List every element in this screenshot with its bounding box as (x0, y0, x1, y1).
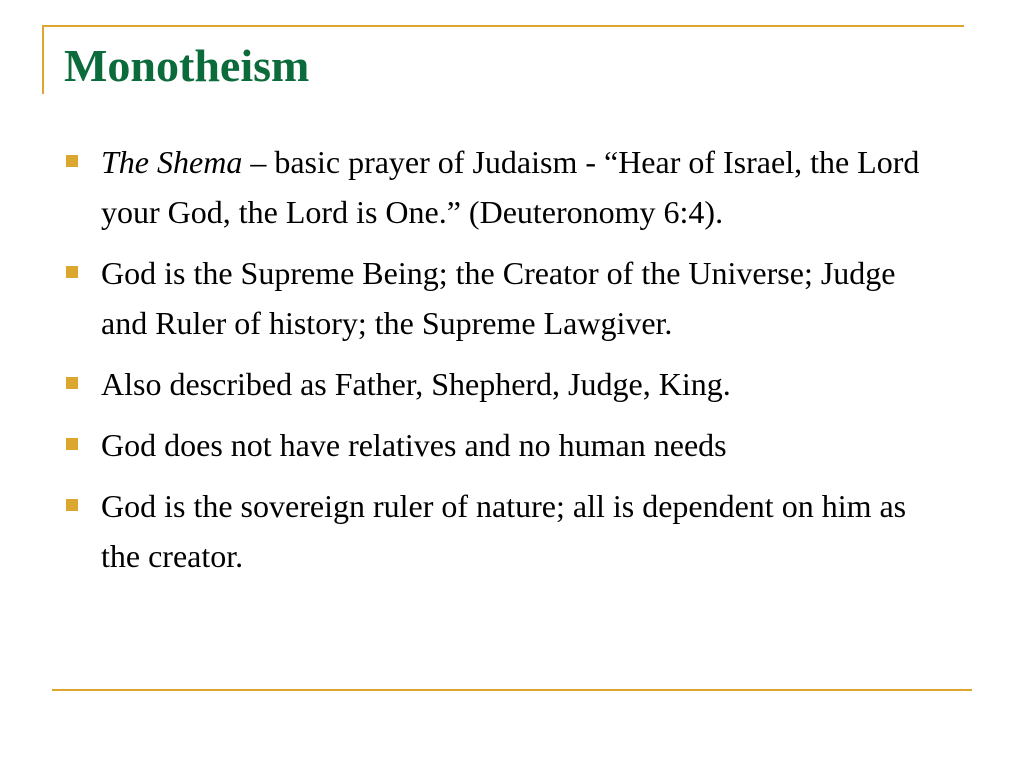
square-bullet-icon (66, 266, 78, 278)
shema-term: The Shema (101, 144, 243, 180)
title-left-rule (42, 25, 44, 94)
bullet-item-shema (0, 137, 941, 237)
slide-title: Monotheism (64, 40, 310, 91)
bullet-list (0, 137, 941, 592)
footer-rule (52, 689, 972, 691)
bullet-text: God is the sovereign ruler of nature; all is dependent on him as the creator. (101, 488, 907, 574)
square-bullet-icon (66, 438, 78, 450)
title-top-rule (42, 25, 964, 27)
bullet-text: God is the Supreme Being; the Creator of the Universe; Judge and Ruler of history; the Supreme Lawgiver. (101, 255, 896, 341)
bullet-item-described-as (0, 359, 941, 409)
square-bullet-icon (66, 377, 78, 389)
square-bullet-icon (66, 155, 78, 167)
bullet-text: Also described as Father, Shepherd, Judge, King. (101, 366, 731, 402)
square-bullet-icon (66, 499, 78, 511)
bullet-item-supreme-being (0, 248, 941, 348)
bullet-item-sovereign-ruler (0, 481, 941, 581)
bullet-item-no-relatives (0, 420, 941, 470)
shema-description: – basic prayer of Judaism - “Hear of Israel, the Lord your God, the Lord is One.” (Deuteronomy 6:4). (101, 144, 920, 230)
bullet-text: God does not have relatives and no human needs (101, 427, 727, 463)
